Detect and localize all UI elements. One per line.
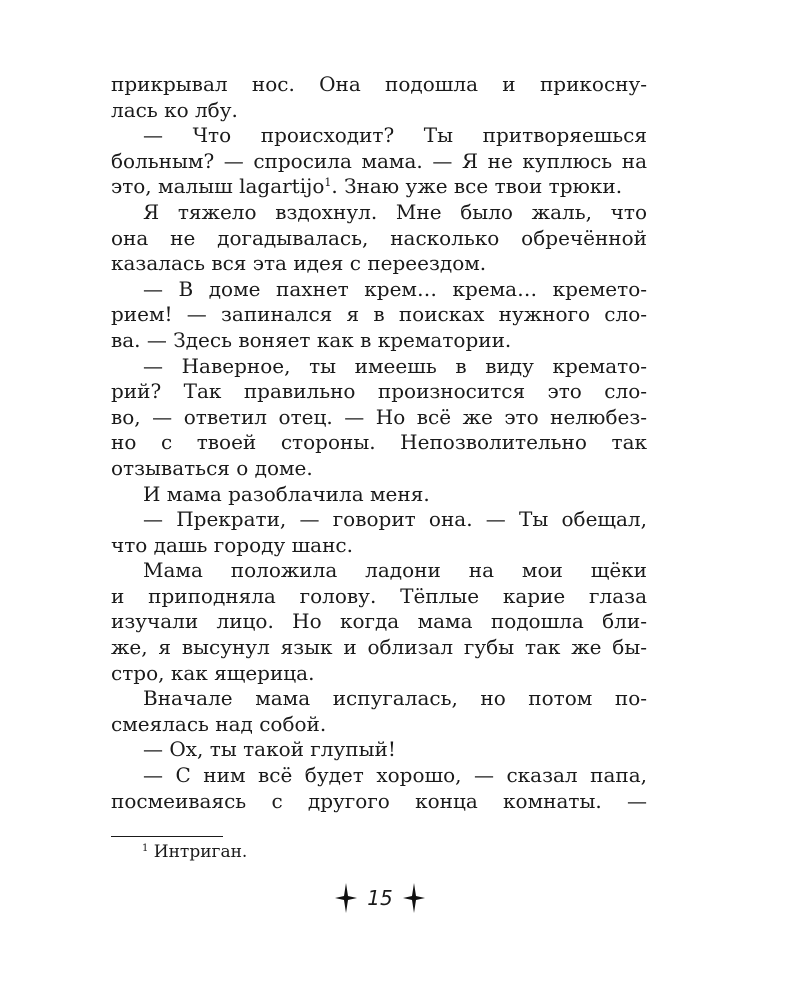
- text-line-content: больным? — спросила мама. — Я не куплюсь на: [111, 148, 647, 173]
- text-line-content: лась ко лбу.: [111, 97, 238, 122]
- text-line-content: это, малыш lagartijo: [111, 174, 325, 199]
- text-line-content: рием! — запинался я в поисках нужного сло-: [111, 302, 647, 327]
- text-line: [111, 635, 647, 661]
- text-line: [111, 584, 647, 610]
- footnote-marker: 1: [142, 843, 149, 854]
- text-line: [111, 686, 647, 712]
- text-line-content: — Наверное, ты имеешь в виду кремато-: [143, 353, 647, 378]
- text-line: [111, 737, 647, 763]
- footnote: [142, 841, 247, 863]
- text-line-content: стро, как ящерица.: [111, 660, 315, 685]
- text-line-content: — В доме пахнет крем… крема… кремето-: [143, 276, 647, 301]
- body-text: [111, 72, 647, 814]
- text-line: [111, 558, 647, 584]
- text-line-content: отзываться о доме.: [111, 455, 313, 480]
- text-line: [111, 72, 647, 98]
- text-line-content: но с твоей стороны. Непозволительно так: [111, 430, 647, 455]
- text-line: [111, 277, 647, 303]
- text-line: [111, 328, 647, 354]
- text-line-content: — Ох, ты такой глупый!: [143, 737, 396, 762]
- text-line-content: Вначале мама испугалась, но потом по-: [143, 686, 647, 711]
- text-line: [111, 98, 647, 124]
- footnote-text: Интриган.: [148, 842, 248, 862]
- text-line: [111, 149, 647, 175]
- text-line-content: что дашь городу шанс.: [111, 532, 353, 557]
- text-line-content: во, — ответил отец. — Но всё же это нелюбез-: [111, 404, 647, 429]
- text-line: [111, 302, 647, 328]
- text-line-content: же, я высунул язык и облизал губы так же бы-: [111, 635, 647, 660]
- text-line: [111, 430, 647, 456]
- text-line: [111, 482, 647, 508]
- text-line: [111, 712, 647, 738]
- text-line-content: — Что происходит? Ты притворяешься: [143, 123, 647, 148]
- text-line-content: . Знаю уже все твои трюки.: [331, 174, 623, 199]
- text-line: [111, 251, 647, 277]
- text-line: [111, 174, 647, 200]
- text-line-content: казалась вся эта идея с переездом.: [111, 251, 487, 276]
- text-line: [111, 661, 647, 687]
- text-line-content: она не догадывалась, насколько обречённой: [111, 225, 647, 250]
- footnote-divider: [111, 836, 223, 837]
- four-point-star-icon: [335, 883, 357, 913]
- text-line-content: ва. — Здесь воняет как в крематории.: [111, 327, 512, 352]
- text-line: [111, 354, 647, 380]
- text-line: [111, 789, 647, 815]
- text-line: [111, 379, 647, 405]
- text-line-content: и приподняла голову. Тёплые карие глаза: [111, 583, 647, 608]
- text-line-content: И мама разоблачила меня.: [143, 481, 430, 506]
- four-point-star-icon: [403, 883, 425, 913]
- text-line-content: — С ним всё будет хорошо, — сказал папа,: [143, 763, 647, 788]
- text-line-content: рий? Так правильно произносится это сло-: [111, 379, 647, 404]
- footnote-reference: 1: [324, 176, 332, 190]
- text-line-content: Я тяжело вздохнул. Мне было жаль, что: [143, 199, 647, 224]
- text-line-content: смеялась над собой.: [111, 711, 327, 736]
- text-line: [111, 200, 647, 226]
- text-line-content: — Прекрати, — говорит она. — Ты обещал,: [143, 507, 647, 532]
- text-line: [111, 456, 647, 482]
- text-line: [111, 123, 647, 149]
- page-number-block: [330, 880, 430, 916]
- text-line-content: изучали лицо. Но когда мама подошла бли-: [111, 609, 647, 634]
- text-line: [111, 533, 647, 559]
- text-line: [111, 226, 647, 252]
- text-line-content: посмеиваясь с другого конца комнаты. —: [111, 788, 647, 813]
- text-line: [111, 405, 647, 431]
- text-line: [111, 507, 647, 533]
- text-line: [111, 609, 647, 635]
- text-line: [111, 763, 647, 789]
- text-line-content: Мама положила ладони на мои щёки: [143, 558, 647, 583]
- page-number: 15: [367, 886, 393, 910]
- text-line-content: прикрывал нос. Она подошла и прикосну-: [111, 72, 647, 96]
